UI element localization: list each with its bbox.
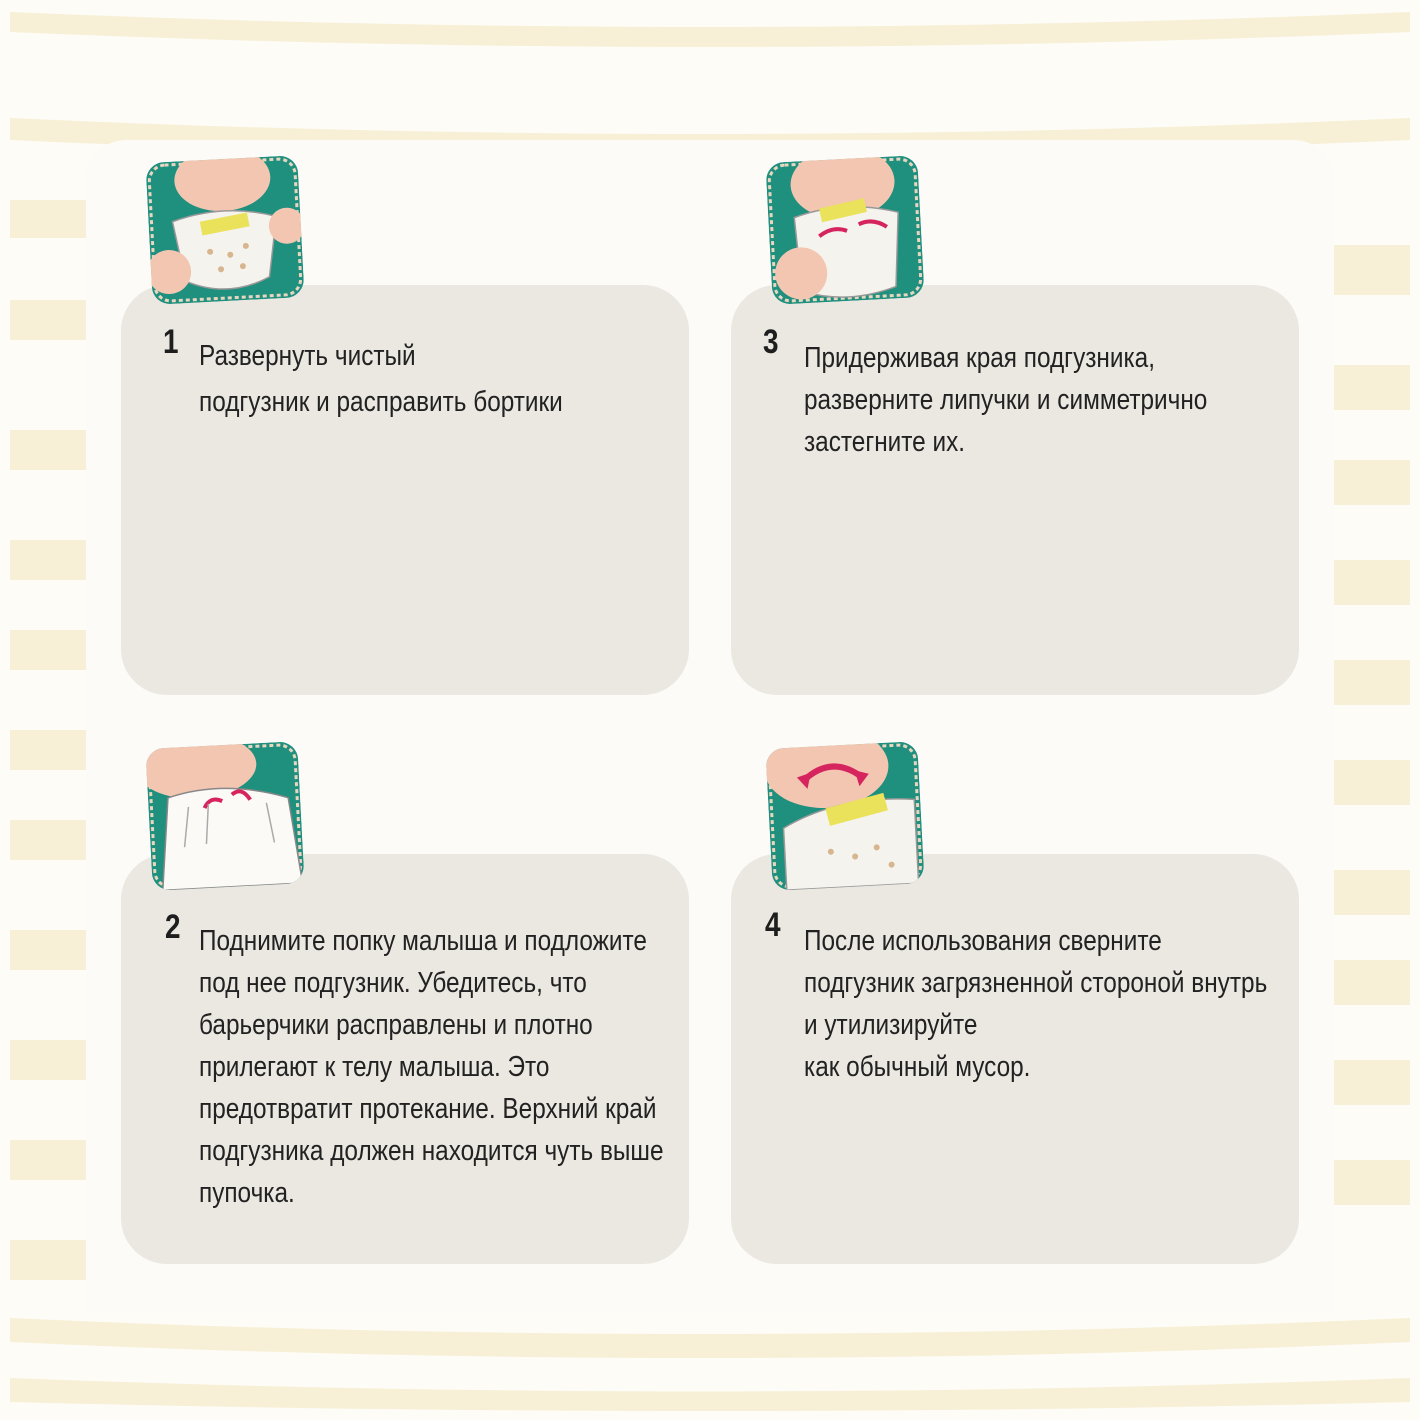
step-line: предотвратит протекание. Верхний край: [199, 1093, 657, 1125]
step-text: [804, 920, 1267, 1088]
step-line: застегните их.: [804, 426, 966, 458]
step-card-4: [731, 854, 1299, 1264]
step-text: [804, 337, 1207, 463]
step-card-2: [121, 854, 689, 1264]
step-line: Придерживая края подгузника,: [804, 342, 1155, 374]
roll-diaper-illustration: [765, 741, 924, 891]
lift-baby-illustration: [145, 741, 304, 891]
step-number: 4: [765, 906, 781, 944]
step-line: После использования сверните: [804, 925, 1162, 957]
step-line: Развернуть чистый: [199, 340, 416, 372]
step-line: как обычный мусор.: [804, 1051, 1031, 1083]
step-line: подгузник и расправить бортики: [199, 386, 563, 418]
step-text: [199, 335, 563, 423]
step-line: подгузник загрязненной стороной внутрь: [804, 967, 1268, 999]
step-number: 1: [163, 323, 179, 361]
fasten-tabs-illustration: [765, 155, 924, 305]
step-line: и утилизируйте: [804, 1009, 978, 1041]
step-line: Поднимите попку малыша и подложите: [199, 925, 647, 957]
step-line: подгузника должен находится чуть выше: [199, 1135, 664, 1167]
step-line: под нее подгузник. Убедитесь, что: [199, 967, 587, 999]
step-number: 2: [165, 908, 181, 946]
diaper-unfold-illustration: [145, 155, 304, 305]
step-text: [199, 920, 664, 1214]
step-line: барьерчики расправлены и плотно: [199, 1009, 593, 1041]
step-card-3: [731, 285, 1299, 695]
step-line: прилегают к телу малыша. Это: [199, 1051, 550, 1083]
step-card-1: [121, 285, 689, 695]
step-number: 3: [763, 323, 779, 361]
step-line: пупочка.: [199, 1177, 295, 1209]
step-line: разверните липучки и симметрично: [804, 384, 1208, 416]
